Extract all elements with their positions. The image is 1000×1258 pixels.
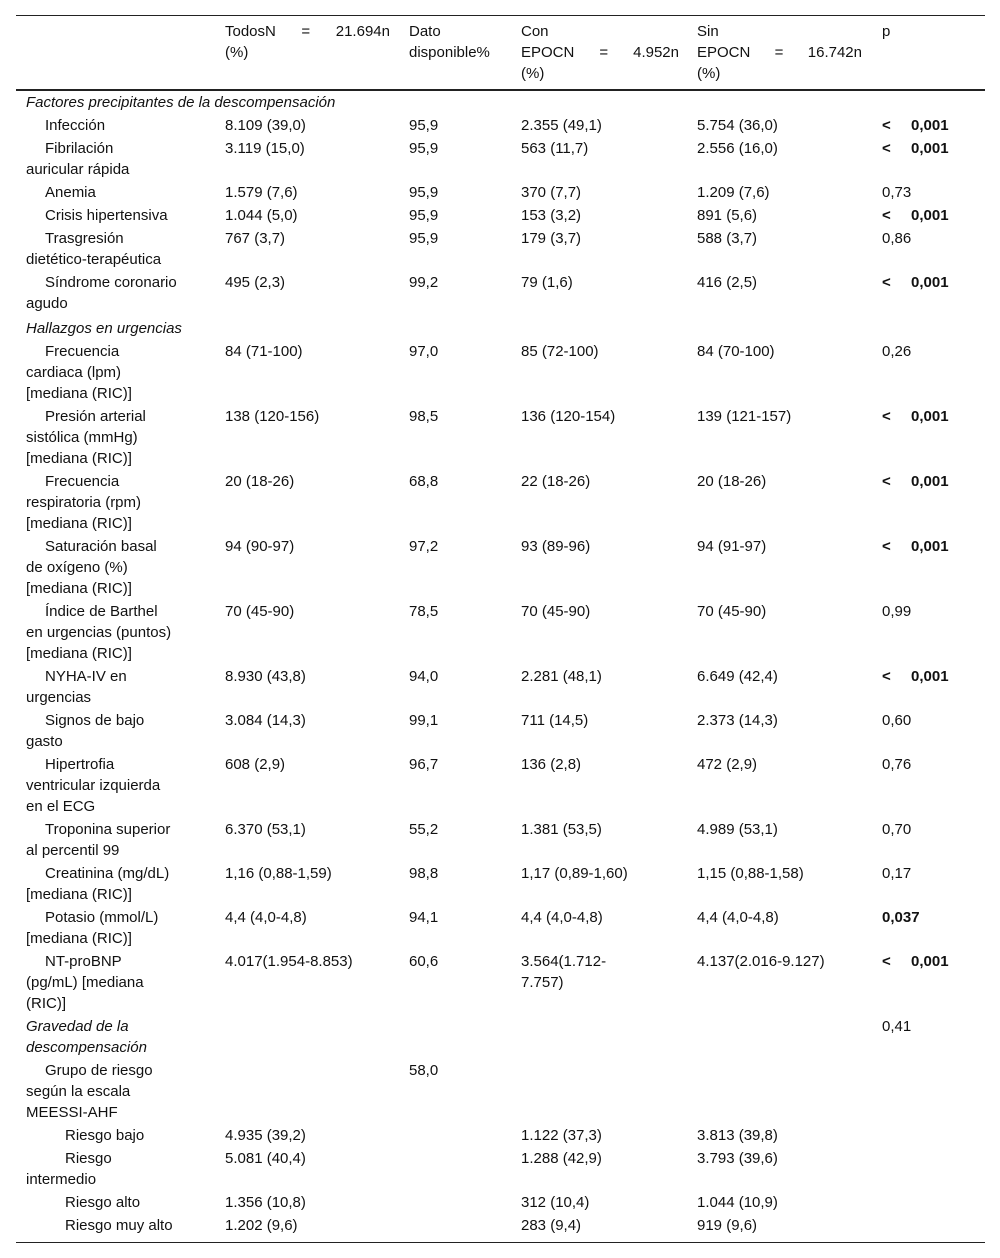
cell-sin: 4,4 (4,0-4,8)	[697, 909, 779, 926]
cell-p: 0,41	[882, 1018, 912, 1035]
cell-sin: 2.373 (14,3)	[697, 712, 778, 729]
header-p: p	[882, 23, 891, 40]
cell-con: 2.281 (48,1)	[521, 668, 602, 685]
cell-sin: 5.754 (36,0)	[697, 117, 778, 134]
cell-con: 85 (72-100)	[521, 343, 599, 360]
cell-todos: 138 (120-156)	[225, 408, 320, 425]
row-label: Riesgo bajo	[65, 1127, 145, 1144]
cell-sin: 1.209 (7,6)	[697, 184, 770, 201]
cell-con: 179 (3,7)	[521, 230, 582, 247]
row-label: Presión arterial sistólica (mmHg) [mediana (RIC)]	[26, 408, 146, 467]
cell-todos: 5.081 (40,4)	[225, 1150, 306, 1167]
cell-dato: 95,9	[409, 117, 439, 134]
cell-p: 0,99	[882, 603, 912, 620]
cell-dato: 58,0	[409, 1062, 439, 1079]
cell-con: 563 (11,7)	[521, 140, 589, 157]
cell-con: 370 (7,7)	[521, 184, 582, 201]
cell-todos: 4.017(1.954-8.853)	[225, 953, 353, 970]
cell-dato: 99,1	[409, 712, 439, 729]
cell-dato: 98,5	[409, 408, 439, 425]
header-dato: Dato disponible%	[409, 23, 490, 61]
cell-con: 93 (89-96)	[521, 538, 591, 555]
cell-sin: 3.793 (39,6)	[697, 1150, 778, 1167]
cell-todos: 8.109 (39,0)	[225, 117, 306, 134]
table-bottom-rule	[16, 1242, 985, 1243]
cell-dato: 98,8	[409, 865, 439, 882]
row-label: Frecuencia respiratoria (rpm) [mediana (RIC)]	[26, 473, 142, 532]
cell-con: 1.122 (37,3)	[521, 1127, 602, 1144]
cell-todos: 767 (3,7)	[225, 230, 286, 247]
cell-con: 312 (10,4)	[521, 1194, 590, 1211]
row-label: Infección	[45, 117, 106, 134]
cell-dato: 96,7	[409, 756, 439, 773]
header-sin-epoc: Sin EPOCN = 16.742n (%)	[697, 23, 862, 82]
row-label: Grupo de riesgo según la escala MEESSI-AHF	[26, 1062, 153, 1121]
cell-p: < 0,001	[882, 117, 949, 134]
cell-p: 0,60	[882, 712, 912, 729]
cell-dato: 94,1	[409, 909, 439, 926]
cell-dato: 95,9	[409, 230, 439, 247]
cell-p: 0,037	[882, 909, 920, 926]
cell-con: 711 (14,5)	[521, 712, 589, 729]
cell-dato: 99,2	[409, 274, 439, 291]
cell-con: 1.288 (42,9)	[521, 1150, 602, 1167]
cell-p: 0,76	[882, 756, 912, 773]
cell-sin: 588 (3,7)	[697, 230, 758, 247]
section-title: Hallazgos en urgencias	[26, 320, 182, 337]
cell-todos: 1.044 (5,0)	[225, 207, 298, 224]
cell-todos: 1.202 (9,6)	[225, 1217, 298, 1234]
cell-todos: 1.579 (7,6)	[225, 184, 298, 201]
section-title: Gravedad de la descompensación	[26, 1018, 147, 1056]
cell-sin: 3.813 (39,8)	[697, 1127, 778, 1144]
cell-p: < 0,001	[882, 408, 949, 425]
cell-dato: 95,9	[409, 140, 439, 157]
cell-sin: 2.556 (16,0)	[697, 140, 778, 157]
cell-dato: 78,5	[409, 603, 439, 620]
row-label: Signos de bajo gasto	[26, 712, 145, 750]
cell-p: 0,86	[882, 230, 912, 247]
row-label: Creatinina (mg/dL) [mediana (RIC)]	[26, 865, 170, 903]
cell-sin: 84 (70-100)	[697, 343, 775, 360]
cell-p: < 0,001	[882, 668, 949, 685]
cell-todos: 20 (18-26)	[225, 473, 295, 490]
row-label: Trasgresión dietético-terapéutica	[26, 230, 162, 268]
cell-p: < 0,001	[882, 274, 949, 291]
cell-todos: 608 (2,9)	[225, 756, 286, 773]
cell-dato: 97,2	[409, 538, 439, 555]
row-label: Saturación basal de oxígeno (%) [mediana (RIC)]	[26, 538, 157, 597]
cell-con: 136 (120-154)	[521, 408, 616, 425]
cell-sin: 20 (18-26)	[697, 473, 767, 490]
cell-todos: 4,4 (4,0-4,8)	[225, 909, 307, 926]
cell-dato: 68,8	[409, 473, 439, 490]
cell-todos: 70 (45-90)	[225, 603, 295, 620]
cell-con: 283 (9,4)	[521, 1217, 582, 1234]
cell-todos: 1,16 (0,88-1,59)	[225, 865, 332, 882]
cell-todos: 6.370 (53,1)	[225, 821, 306, 838]
cell-con: 1.381 (53,5)	[521, 821, 602, 838]
row-label: NYHA-IV en urgencias	[26, 668, 127, 706]
row-label: Riesgo alto	[65, 1194, 141, 1211]
row-label: Potasio (mmol/L) [mediana (RIC)]	[26, 909, 159, 947]
header-con-epoc: Con EPOCN = 4.952n (%)	[521, 23, 679, 82]
cell-con: 136 (2,8)	[521, 756, 582, 773]
cell-con: 22 (18-26)	[521, 473, 591, 490]
cell-todos: 84 (71-100)	[225, 343, 303, 360]
cell-sin: 6.649 (42,4)	[697, 668, 778, 685]
row-label: Índice de Barthel en urgencias (puntos) [mediana (RIC)]	[26, 603, 172, 662]
cell-p: 0,17	[882, 865, 912, 882]
cell-dato: 95,9	[409, 184, 439, 201]
cell-dato: 55,2	[409, 821, 439, 838]
cell-con: 1,17 (0,89-1,60)	[521, 865, 628, 882]
cell-sin: 139 (121-157)	[697, 408, 792, 425]
section-title: Factores precipitantes de la descompensación	[26, 94, 336, 111]
table-top-rule	[16, 15, 985, 16]
row-label: Síndrome coronario agudo	[26, 274, 177, 312]
cell-p: < 0,001	[882, 207, 949, 224]
row-label: Riesgo intermedio	[26, 1150, 112, 1188]
cell-con: 2.355 (49,1)	[521, 117, 602, 134]
cell-dato: 60,6	[409, 953, 439, 970]
cell-con: 4,4 (4,0-4,8)	[521, 909, 603, 926]
header-todos: TodosN = 21.694n (%)	[225, 23, 390, 61]
cell-dato: 95,9	[409, 207, 439, 224]
row-label: Anemia	[45, 184, 96, 201]
cell-p: 0,70	[882, 821, 912, 838]
table-header-rule	[16, 89, 985, 91]
cell-con: 79 (1,6)	[521, 274, 573, 291]
cell-p: 0,73	[882, 184, 912, 201]
cell-p: < 0,001	[882, 538, 949, 555]
cell-sin: 1.044 (10,9)	[697, 1194, 778, 1211]
cell-p: < 0,001	[882, 473, 949, 490]
cell-con: 153 (3,2)	[521, 207, 582, 224]
cell-con: 3.564(1.712- 7.757)	[521, 953, 607, 991]
row-label: Troponina superior al percentil 99	[26, 821, 171, 859]
cell-sin: 4.989 (53,1)	[697, 821, 778, 838]
cell-todos: 94 (90-97)	[225, 538, 295, 555]
cell-sin: 4.137(2.016-9.127)	[697, 953, 825, 970]
cell-con: 70 (45-90)	[521, 603, 591, 620]
cell-dato: 97,0	[409, 343, 439, 360]
cell-sin: 891 (5,6)	[697, 207, 758, 224]
cell-sin: 70 (45-90)	[697, 603, 767, 620]
cell-sin: 94 (91-97)	[697, 538, 767, 555]
row-label: Riesgo muy alto	[65, 1217, 173, 1234]
cell-todos: 3.119 (15,0)	[225, 140, 305, 157]
cell-todos: 495 (2,3)	[225, 274, 286, 291]
cell-todos: 8.930 (43,8)	[225, 668, 306, 685]
row-label: Fibrilación auricular rápida	[26, 140, 130, 178]
row-label: Hipertrofia ventricular izquierda en el ECG	[26, 756, 161, 815]
cell-sin: 1,15 (0,88-1,58)	[697, 865, 804, 882]
row-label: NT-proBNP (pg/mL) [mediana (RIC)]	[26, 953, 144, 1012]
cell-p: < 0,001	[882, 140, 949, 157]
cell-todos: 3.084 (14,3)	[225, 712, 306, 729]
cell-sin: 472 (2,9)	[697, 756, 758, 773]
cell-sin: 919 (9,6)	[697, 1217, 758, 1234]
row-label: Frecuencia cardiaca (lpm) [mediana (RIC)]	[26, 343, 132, 402]
cell-todos: 1.356 (10,8)	[225, 1194, 306, 1211]
cell-p: 0,26	[882, 343, 912, 360]
cell-todos: 4.935 (39,2)	[225, 1127, 306, 1144]
cell-dato: 94,0	[409, 668, 439, 685]
cell-sin: 416 (2,5)	[697, 274, 758, 291]
cell-p: < 0,001	[882, 953, 949, 970]
row-label: Crisis hipertensiva	[45, 207, 168, 224]
